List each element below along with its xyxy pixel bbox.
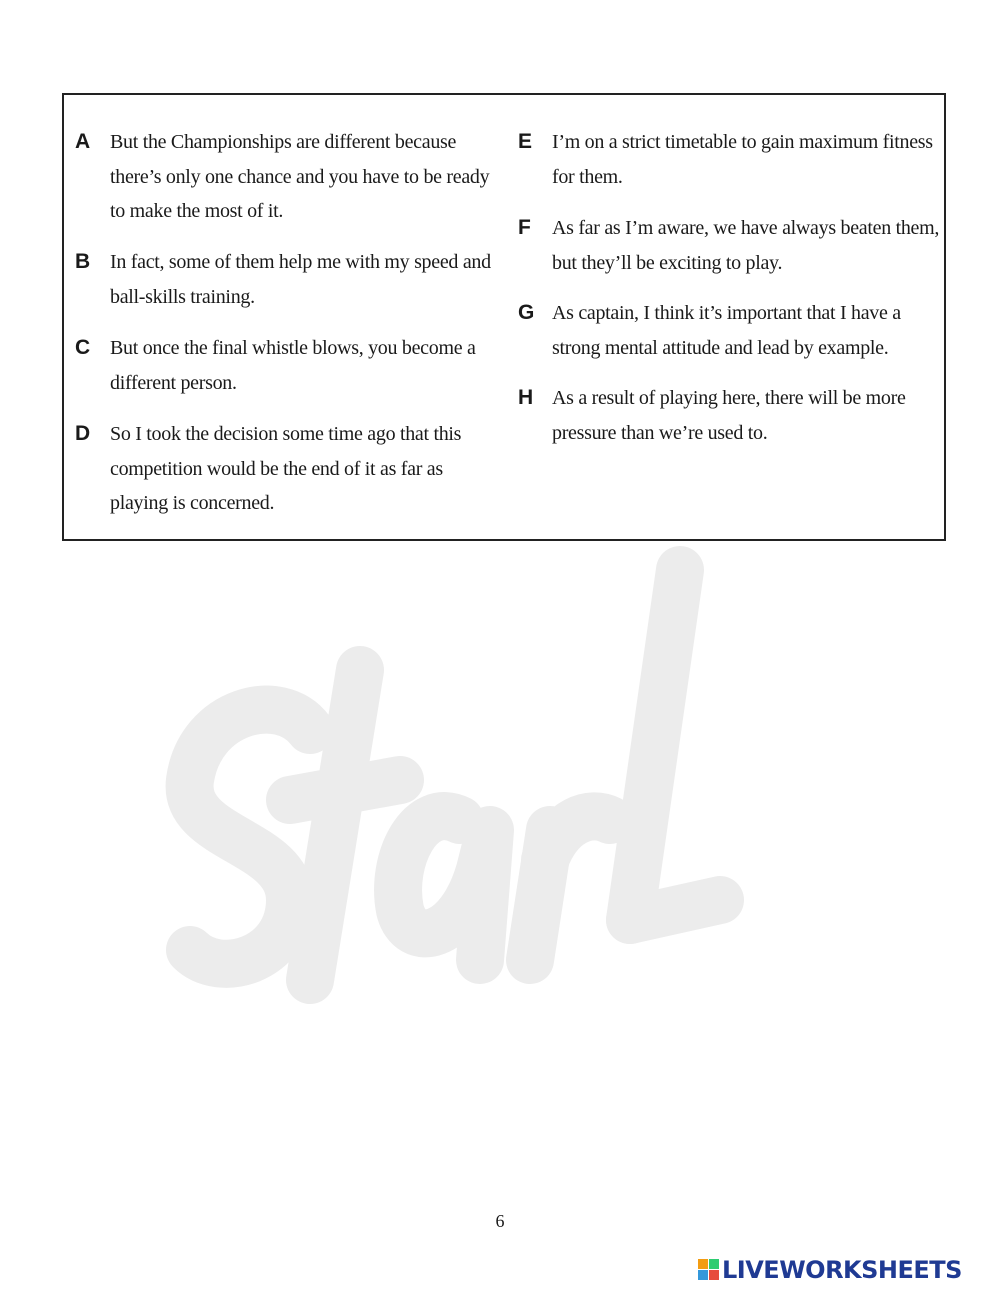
option-line: But once the final whistle blows, you become a	[110, 337, 476, 359]
option-line: strong mental attitude and lead by example.	[552, 336, 889, 359]
watermark-logo	[160, 540, 780, 1020]
liveworksheets-brand[interactable]	[698, 1256, 962, 1284]
option-line: playing is concerned.	[110, 492, 275, 515]
option-line: I’m on a strict timetable to gain maximum fitness	[552, 131, 933, 153]
option-line: As far as I’m aware, we have always beaten them,	[552, 217, 940, 239]
option-letter: H	[518, 386, 534, 409]
brand-name: LIVEWORKSHEETS	[722, 1256, 962, 1284]
option-letter: E	[518, 130, 533, 153]
brand-logo-icon	[698, 1259, 720, 1281]
option-line: As a result of playing here, there will be more	[552, 387, 906, 409]
option-line: So I took the decision some time ago that this	[110, 423, 462, 445]
option-line: different person.	[110, 371, 237, 394]
option-line: competition would be the end of it as far as	[110, 457, 443, 480]
option-text	[552, 211, 939, 280]
option-text	[552, 381, 906, 450]
option-text	[110, 125, 489, 229]
option-text	[110, 245, 491, 314]
options-box	[62, 93, 946, 541]
option-text	[110, 331, 476, 400]
option-letter: B	[75, 250, 91, 273]
option-line: pressure than we’re used to.	[552, 421, 768, 444]
option-letter: A	[75, 130, 91, 153]
option-text	[110, 417, 461, 521]
option-line: but they’ll be exciting to play.	[552, 251, 783, 274]
option-text	[552, 125, 933, 194]
option-line: ball-skills training.	[110, 285, 255, 308]
option-line: As captain, I think it’s important that I have a	[552, 302, 901, 324]
option-letter: D	[75, 422, 91, 445]
option-line: to make the most of it.	[110, 200, 284, 223]
option-letter: F	[518, 216, 531, 239]
option-letter: G	[518, 301, 535, 324]
option-letter: C	[75, 336, 91, 359]
option-text	[552, 296, 901, 365]
page-number: 6	[495, 1211, 505, 1231]
option-line: there’s only one chance and you have to be ready	[110, 165, 490, 188]
option-line: But the Championships are different because	[110, 131, 457, 153]
option-line: In fact, some of them help me with my speed and	[110, 251, 491, 273]
option-line: for them.	[552, 165, 623, 188]
